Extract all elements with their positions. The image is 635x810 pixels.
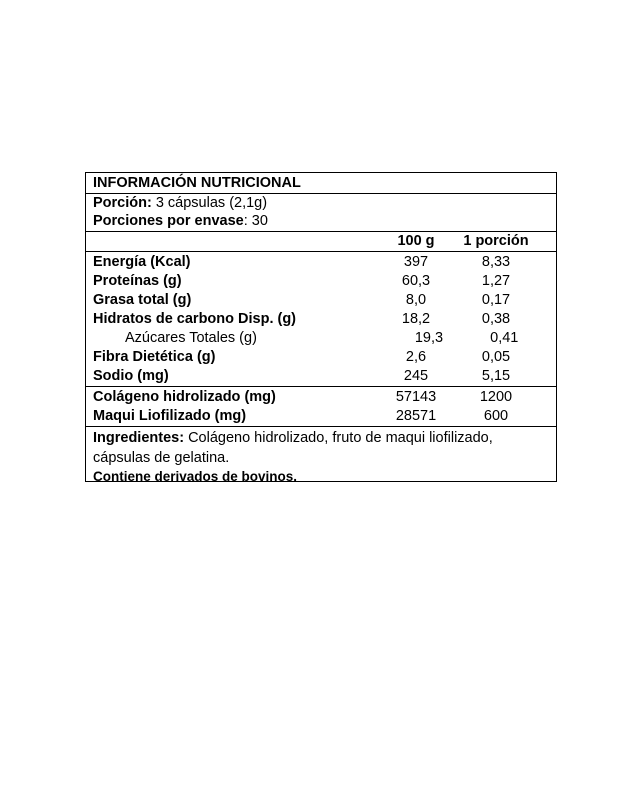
nutrient-per-portion: 8,33	[481, 254, 511, 270]
nutrient-row	[86, 253, 556, 272]
nutrient-per100: 19,3	[414, 330, 444, 346]
extra-per-portion: 1200	[479, 389, 513, 405]
nutrient-row	[86, 291, 556, 310]
nutrient-name: Hidratos de carbono Disp. (g)	[93, 311, 297, 327]
portion-label: Porción:	[93, 194, 152, 211]
extra-row	[86, 388, 556, 407]
header-100g: 100 g	[397, 233, 435, 249]
nutrient-per-portion: 0,17	[481, 292, 511, 308]
nutrient-name: Grasa total (g)	[93, 292, 192, 308]
nutrient-per-portion: 5,15	[481, 368, 511, 384]
nutrient-name: Sodio (mg)	[93, 368, 169, 384]
servings-row	[86, 212, 556, 231]
extra-per-portion: 600	[483, 408, 509, 424]
label-title: INFORMACIÓN NUTRICIONAL	[93, 174, 301, 191]
nutrient-per100: 60,3	[401, 273, 431, 289]
nutrient-per100: 18,2	[401, 311, 431, 327]
extra-per100: 57143	[395, 389, 437, 405]
nutrient-row	[86, 272, 556, 291]
nutrient-row	[86, 310, 556, 329]
nutrient-per100: 8,0	[405, 292, 427, 308]
servings-value: : 30	[243, 213, 268, 229]
nutrient-per100: 397	[403, 254, 429, 270]
nutrient-per-portion: 1,27	[481, 273, 511, 289]
nutrition-label	[85, 172, 557, 482]
extra-name: Maqui Liofilizado (mg)	[93, 408, 247, 424]
nutrient-name: Azúcares Totales (g)	[125, 330, 257, 346]
nutrient-row	[86, 348, 556, 367]
ingredients-list: Colágeno hidrolizado, fruto de maqui liofilizado, cápsulas de gelatina.	[93, 430, 493, 466]
contains-notice: Contiene derivados de bovinos.	[93, 469, 298, 484]
extra-per100: 28571	[395, 408, 437, 424]
ingredients-text	[93, 429, 549, 468]
nutrient-per-portion: 0,38	[481, 311, 511, 327]
column-header-row	[86, 231, 556, 251]
header-portion: 1 porción	[463, 233, 529, 249]
nutrient-name: Proteínas (g)	[93, 273, 182, 289]
ingredients-label: Ingredientes:	[93, 430, 185, 446]
nutrient-per-portion: 0,05	[481, 349, 511, 365]
portion-row	[86, 193, 556, 212]
ingredients-section	[86, 426, 556, 486]
portion-value: 3 cápsulas (2,1g)	[151, 194, 268, 211]
nutrient-per-portion: 0,41	[490, 330, 519, 346]
extra-row	[86, 407, 556, 426]
nutrient-row	[86, 329, 556, 348]
nutrient-name: Fibra Dietética (g)	[93, 349, 216, 365]
nutrient-per100: 2,6	[405, 349, 427, 365]
servings-label: Porciones por envase	[93, 213, 244, 229]
extra-name: Colágeno hidrolizado (mg)	[93, 389, 276, 405]
nutrient-row	[86, 367, 556, 386]
extras-section	[86, 386, 556, 426]
nutrient-per100: 245	[403, 368, 429, 384]
nutrients-section	[86, 251, 556, 386]
nutrient-name: Energía (Kcal)	[93, 254, 191, 270]
